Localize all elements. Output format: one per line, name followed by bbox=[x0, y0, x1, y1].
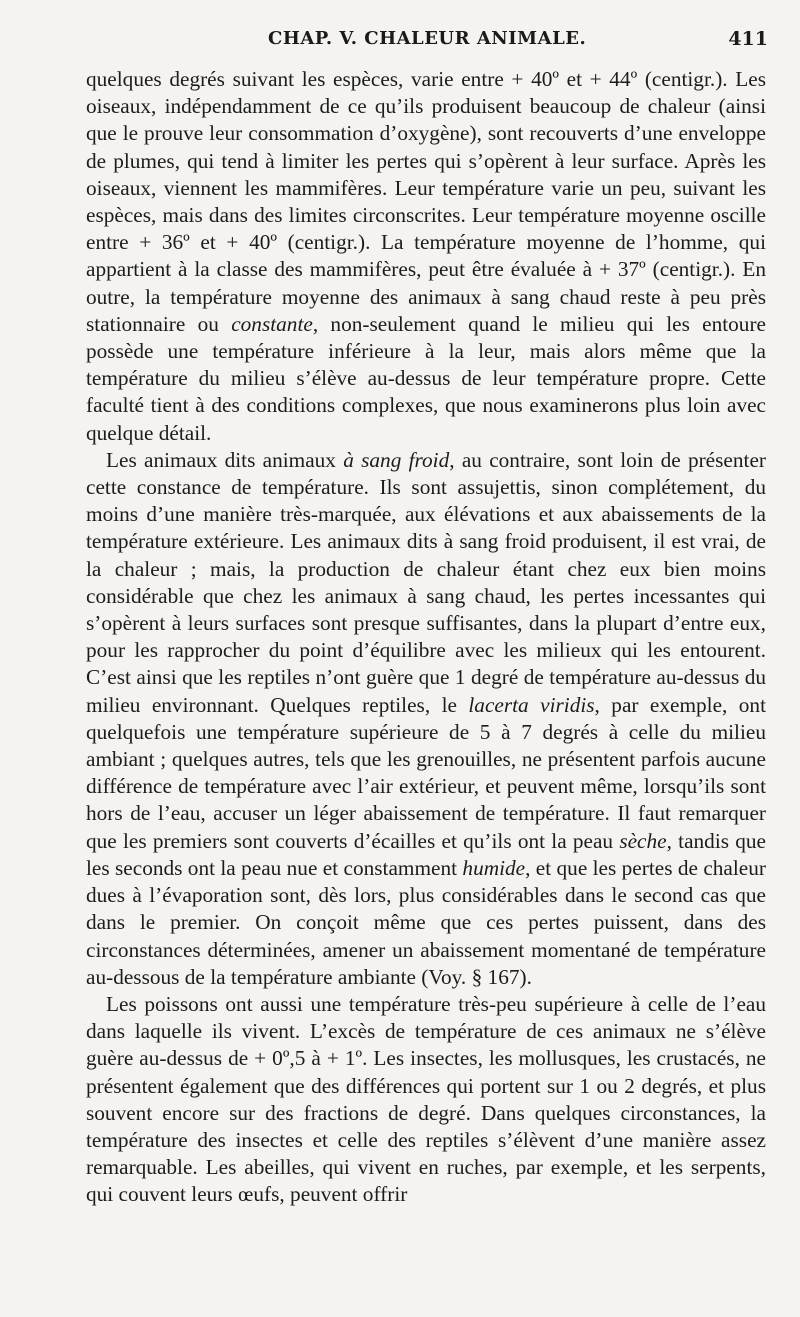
paragraph-3 bbox=[86, 991, 766, 1209]
text-segment: , non-seulement quand le milieu qui les entoure possède une température inférieure à la leur, mais alors même que la température du milieu s’élève au-dessus de leur température propre. Cette faculté tient à des conditions complexes, que nous examinerons plus loin avec quelque détail. bbox=[86, 311, 767, 445]
text-segment: , et que les pertes de chaleur dues à l’évaporation sont, dès lors, plus considérables dans le second cas que dans le premier. On conçoit même que ces pertes puissent, dans des circonstances déterminées, amener un abaissement momentané de température au-dessous de la température ambiante (Voy. § 167). bbox=[86, 855, 766, 989]
text-segment: , par exemple, ont quelquefois une température supérieure de 5 à 7 degrés à celle du milieu ambiant ; quelques autres, tels que les grenouilles, ne présentent parfois aucune différence de température avec l’air extérieur, et peuvent même, lorsqu’ils sont hors de l’eau, accuser un léger abaissement de température. Il faut remarquer que les premiers sont couverts d’écailles et qu’ils ont la peau bbox=[86, 692, 766, 853]
page-header bbox=[84, 28, 770, 60]
page-number: 411 bbox=[728, 28, 768, 50]
italic-term: constante bbox=[231, 311, 313, 336]
italic-term: sèche bbox=[619, 828, 667, 853]
italic-term: humide bbox=[462, 855, 526, 880]
running-title: CHAP. V. CHALEUR ANIMALE. bbox=[268, 28, 587, 49]
body-text bbox=[86, 66, 766, 1209]
paragraph-1 bbox=[86, 66, 766, 447]
text-segment: Les animaux dits animaux bbox=[106, 447, 344, 472]
text-segment: quelques degrés suivant les espèces, varie entre + 40º et + 44º (centigr.). Les oiseaux, indépendamment de ce qu’ils produisent beaucoup de chaleur (ainsi que le prouve leur consommation d’oxygène), sont recouverts d’une enveloppe de plumes, qui tend à limiter les pertes qui s’opèrent à leur surface. Après les oiseaux, viennent les mammifères. Leur température varie un peu, suivant les espèces, mais dans des limites circonscrites. Leur température moyenne oscille entre + 36º et + 40º (centigr.). La température moyenne de l’homme, qui appartient à la classe des mammifères, peut être évaluée à + 37º (centigr.). En outre, la température moyenne des animaux à sang chaud reste à peu près stationnaire ou bbox=[86, 67, 766, 336]
text-segment: Les poissons ont aussi une température très-peu supérieure à celle de l’eau dans laquelle ils vivent. L’excès de température de ces animaux ne s’élève guère au-dessus de + 0º,5 à + 1º. Les insectes, les mollusques, les crustacés, ne présentent également que des différences qui portent sur 1 ou 2 degrés, et plus souvent encore sur des fractions de degré. Dans quelques circonstances, la température des insectes et celle des reptiles s’élèvent d’une manière assez remarquable. Les abeilles, qui vivent en ruches, par exemple, et les serpents, qui couvent leurs œufs, peuvent offrir bbox=[86, 991, 766, 1207]
text-segment: , tandis que les seconds ont la peau nue et constamment bbox=[86, 828, 767, 880]
text-segment: , au contraire, sont loin de présenter cette constance de température. Ils sont assujettis, sinon complétement, du moins d’une manière très-marquée, aux élévations et aux abaissements de la température extérieure. Les animaux dits à sang froid produisent, il est vrai, de la chaleur ; mais, la production de chaleur étant chez eux bien moins considérable que chez les animaux à sang chaud, les pertes incessantes qui s’opèrent à leurs surfaces sont presque suffisantes, dans la plupart d’entre eux, pour les rapprocher du point d’équilibre avec les milieux qui les entourent. C’est ainsi que les reptiles n’ont guère que 1 degré de température au-dessus du milieu environnant. Quelques reptiles, le bbox=[86, 447, 766, 717]
italic-term: à sang froid bbox=[343, 447, 450, 472]
paragraph-2 bbox=[86, 447, 766, 991]
italic-term: lacerta viridis bbox=[468, 692, 595, 717]
